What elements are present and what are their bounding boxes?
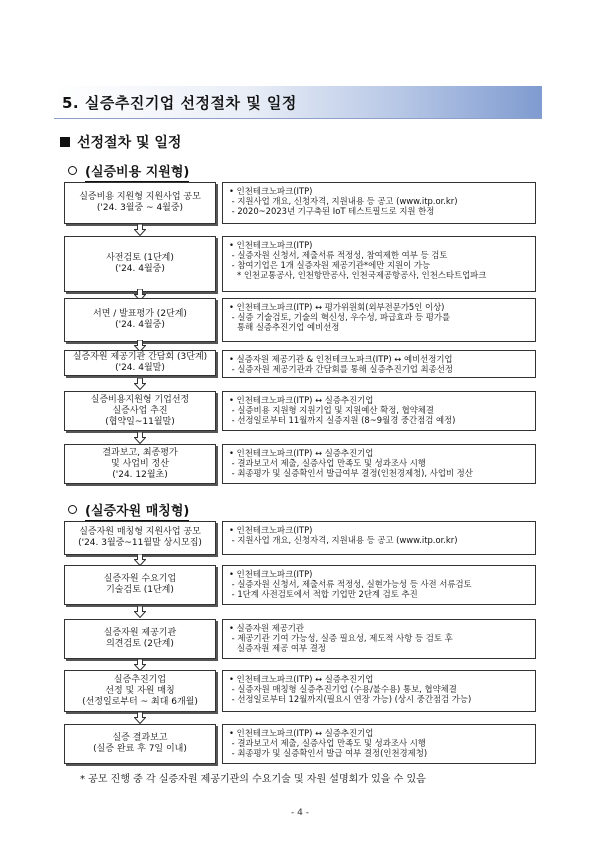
detail-line: - 실증자원 신청서, 제출서류 적정성, 실현가능성 등 사전 서류검토 [229, 579, 472, 589]
detail-line: • 인천테크노파크(ITP) ↔ 실증추진기업 [229, 448, 374, 458]
circle-bullet-icon [68, 166, 77, 175]
step-detail [222, 444, 536, 484]
detail-line: - 결과보고서 제출, 실증사업 만족도 및 성과조사 시행 [229, 458, 426, 468]
step-label: 실증비용 지원형 지원사업 공모 [79, 192, 201, 202]
detail-line: - 최종평가 및 실증확인서 발급여부 결정(인천경제청), 사업비 정산 [229, 468, 473, 478]
detail-line: - 참여기업은 1개 실증자원 제공기관*에만 지원이 가능 [229, 260, 431, 270]
step-box [64, 521, 216, 555]
step-label: 실증비용지원형 기업선정 [90, 394, 190, 405]
step-label: 실증자원 매칭형 지원사업 공모 [79, 527, 201, 537]
step-box [64, 444, 216, 484]
step-label: (선정일로부터 ~ 최대 6개월) [82, 696, 198, 707]
step-box [64, 182, 216, 224]
step-label: ('24. 12월초) [112, 469, 168, 480]
step-detail [222, 521, 536, 555]
step-label: 실증자원 제공기관 [103, 628, 177, 638]
detail-line: - 실증 기술검토, 기술의 혁신성, 우수성, 파급효과 등 평가를 [229, 312, 451, 322]
step-label: ('24. 3월중~11월말 상시모집) [78, 538, 202, 548]
step-detail [222, 565, 536, 605]
page-number: - 4 - [291, 808, 309, 818]
detail-line: * 인천교통공사, 인천항만공사, 인천국제공항공사, 인천스타트업파크 [229, 270, 487, 280]
detail-line: - 2020~2023년 기구축된 IoT 테스트필드로 지원 한정 [229, 206, 435, 216]
detail-line: • 인천테크노파크(ITP) [229, 525, 313, 535]
step-label: 사전검토 (1단계) [106, 253, 174, 263]
detail-line: • 실증자원 제공기관 [229, 623, 304, 633]
group-title [68, 161, 189, 180]
step-label: ('24. 3월중 ~ 4월중) [96, 203, 184, 213]
section-title: 5. 실증추진기업 선정절차 및 일정 [62, 94, 297, 112]
detail-line: - 선정일로부터 12월까지(필요시 연장 가능) (상시 중간점검 가능) [229, 694, 472, 704]
step-label: 기술검토 (1단계) [106, 585, 174, 595]
step-label: (실증 완료 후 7일 이내) [93, 744, 187, 754]
step-label: 서면 / 발표평가 (2단계) [93, 309, 187, 319]
detail-line: - 실증자원 신청서, 제출서류 적정성, 참여제한 여부 등 검토 [229, 250, 448, 260]
selection-heading: 선정절차 및 일정 [60, 132, 181, 152]
detail-line: - 1단계 사전검토에서 적합 기업만 2단계 검토 추진 [229, 589, 418, 599]
down-arrow-icon [134, 432, 146, 444]
detail-line: - 실증자원 매칭형 실증추진기업 (수용/불수용) 통보, 협약체결 [229, 684, 457, 694]
step-detail [222, 350, 536, 378]
step-label: 의견검토 (2단계) [106, 639, 174, 649]
detail-line: • 인천테크노파크(ITP) ↔ 실증추진기업 [229, 395, 374, 405]
group-title [68, 500, 189, 519]
detail-line: - 지원사업 개요, 신청자격, 지원내용 등 공고 (www.itp.or.kr) [229, 535, 458, 545]
detail-line: 실증자원 제공 여부 결정 [229, 643, 326, 653]
step-label: 실증자원 수요기업 [103, 574, 177, 584]
step-label: ('24. 4월중) [115, 320, 165, 330]
down-arrow-icon [134, 659, 146, 671]
detail-line: 통해 실증추진기업 예비선정 [229, 322, 340, 332]
detail-line: • 인천테크노파크(ITP) [229, 569, 313, 579]
step-box [64, 724, 216, 764]
step-box [64, 670, 216, 712]
down-arrow-icon [134, 712, 146, 724]
detail-line: • 인천테크노파크(ITP) ↔ 실증추진기업 [229, 728, 374, 738]
step-label: 및 사업비 정산 [111, 458, 169, 469]
step-detail [222, 619, 536, 659]
detail-line: • 인천테크노파크(ITP) ↔ 평가위원회(외부전문가5인 이상) [229, 302, 445, 312]
step-detail [222, 391, 536, 431]
detail-line: - 실증자원 제공기관과 간담회를 통해 실증추진기업 최종선정 [229, 364, 453, 374]
step-label: ('24. 4월말) [115, 363, 165, 373]
detail-line: • 실증자원 제공기관 & 인천테크노파크(ITP) ↔ 예비선정기업 [229, 354, 453, 364]
step-label: 결과보고, 최종평가 [102, 447, 178, 458]
step-detail [222, 298, 536, 342]
step-box [64, 565, 216, 605]
detail-line: - 제공기관 기여 가능성, 실증 필요성, 제도적 사항 등 검토 후 [229, 633, 453, 643]
detail-line: - 결과보고서 제출, 실증사업 만족도 및 성과조사 시행 [229, 738, 426, 748]
step-label: 실증자원 제공기관 간담회 (3단계) [72, 352, 208, 362]
group-title-text: (실증비용 지원형) [85, 165, 190, 180]
detail-line: - 선정일로부터 11월까지 실증지원 (8~9월경 중간점검 예정) [229, 415, 456, 425]
down-arrow-icon [134, 378, 146, 390]
down-arrow-icon [134, 606, 146, 618]
step-label: 실증 결과보고 [112, 733, 168, 743]
step-label: 선정 및 자원 매칭 [105, 685, 175, 696]
detail-line: • 인천테크노파크(ITP) ↔ 실증추진기업 [229, 674, 374, 684]
detail-line: • 인천테크노파크(ITP) [229, 240, 313, 250]
circle-bullet-icon [68, 505, 77, 514]
step-box [64, 298, 216, 342]
step-box [64, 350, 216, 376]
detail-line: - 최종평가 및 실증확인서 발급 여부 결정(인천경제청) [229, 748, 428, 758]
step-detail [222, 236, 536, 292]
section-banner [54, 86, 542, 119]
step-label: ('24. 4월중) [115, 264, 165, 274]
detail-line: • 인천테크노파크(ITP) [229, 186, 313, 196]
step-label: (협약일~11월말) [105, 416, 175, 427]
step-label: 실증사업 추진 [112, 405, 168, 416]
down-arrow-icon [134, 224, 146, 236]
step-box [64, 236, 216, 292]
step-box [64, 391, 216, 431]
detail-line: - 지원사업 개요, 신청자격, 지원내용 등 공고 (www.itp.or.kr) [229, 196, 458, 206]
step-detail [222, 724, 536, 764]
step-label: 실증추진기업 [113, 674, 167, 685]
group-title-text: (실증자원 매칭형) [85, 504, 190, 519]
step-detail [222, 670, 536, 712]
step-detail [222, 182, 536, 224]
footnote: * 공모 진행 중 각 실증자원 제공기관의 수요기술 및 자원 설명회가 있을 수 있음 [80, 774, 426, 785]
step-box [64, 619, 216, 659]
detail-line: - 실증비용 지원형 지원기업 및 지원예산 확정, 협약체결 [229, 405, 434, 415]
square-bullet-icon [60, 137, 70, 147]
